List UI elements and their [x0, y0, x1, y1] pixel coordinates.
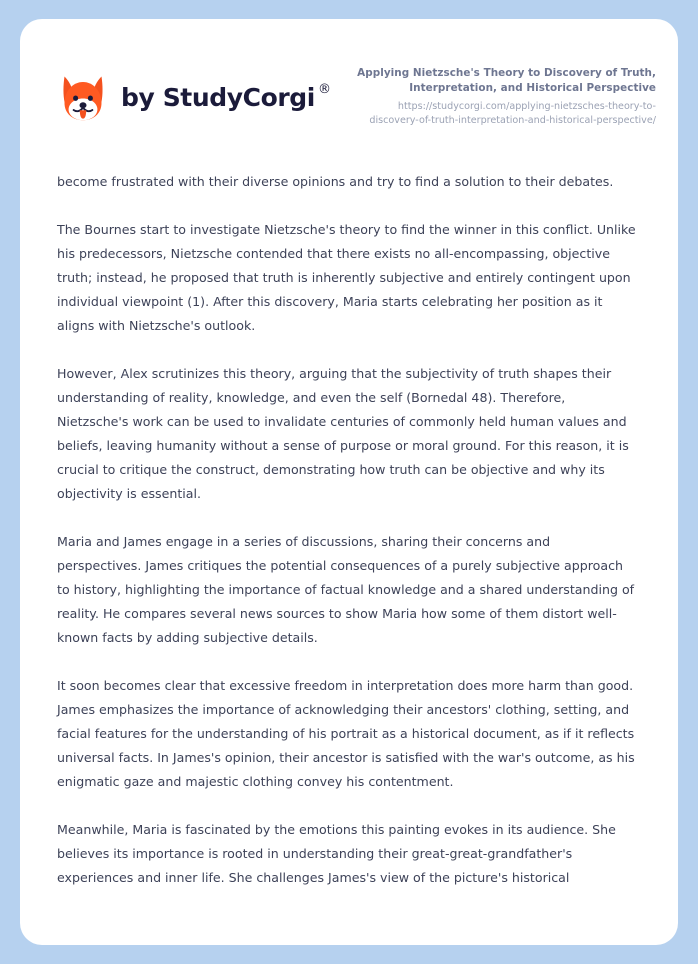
brand-wordmark	[121, 82, 331, 112]
document-body	[20, 127, 678, 890]
document-header	[20, 19, 678, 127]
body-paragraph: It soon becomes clear that excessive freedom in interpretation does more harm than good. James emphasizes the importance of acknowledging their ancestors' clothing, setting, and facial features for the understanding of his portrait as a historical document, as if it reflects universal facts. In James's opinion, their ancestor is satisfied with the war's outcome, as his enigmatic gaze and majestic clothing convey his contentment.	[57, 678, 635, 789]
body-paragraph: Meanwhile, Maria is fascinated by the emotions this painting evokes in its audience. She believes its importance is rooted in understanding their great-great-grandfather's experiences and inner life. She challenges James's view of the picture's historical	[57, 822, 616, 885]
brand-wordmark-text: by StudyCorgi	[121, 83, 315, 112]
document-page-card	[20, 19, 678, 945]
body-paragraph: However, Alex scrutinizes this theory, arguing that the subjectivity of truth shapes their understanding of reality, knowledge, and even the self (Bornedal 48). Therefore, Nietzsche's work can be used to invalidate centuries of commonly held human values and beliefs, leaving humanity without a sense of purpose or moral ground. For this reason, it is crucial to critique the construct, demonstrating how truth can be objective and why its objectivity is essential.	[57, 366, 629, 501]
body-paragraph: Maria and James engage in a series of discussions, sharing their concerns and perspectives. James critiques the potential consequences of a purely subjective approach to history, highlighting the importance of factual knowledge and a shared understanding of reality. He compares several news sources to show Maria how some of them distort well-known facts by adding subjective details.	[57, 534, 635, 645]
page-title: Applying Nietzsche's Theory to Discovery of Truth, Interpretation, and Historical Perspective	[357, 67, 656, 94]
source-url: https://studycorgi.com/applying-nietzsches-theory-to-discovery-of-truth-interpretation-and-historical-perspective/	[369, 101, 656, 126]
body-paragraph: The Bournes start to investigate Nietzsche's theory to find the winner in this conflict. Unlike his predecessors, Nietzsche contended that there exists no all-encompassing, objective truth; instead, he proposed that truth is inherently subjective and entirely contingent upon individual viewpoint (1). After this discovery, Maria starts celebrating her position as it aligns with Nietzsche's outlook.	[57, 222, 636, 333]
brand-lockup	[58, 66, 331, 121]
corgi-head-icon	[58, 74, 108, 121]
document-meta	[331, 66, 656, 127]
registered-trademark-icon: ®	[317, 82, 331, 97]
body-paragraph: become frustrated with their diverse opinions and try to find a solution to their debates.	[57, 174, 614, 189]
